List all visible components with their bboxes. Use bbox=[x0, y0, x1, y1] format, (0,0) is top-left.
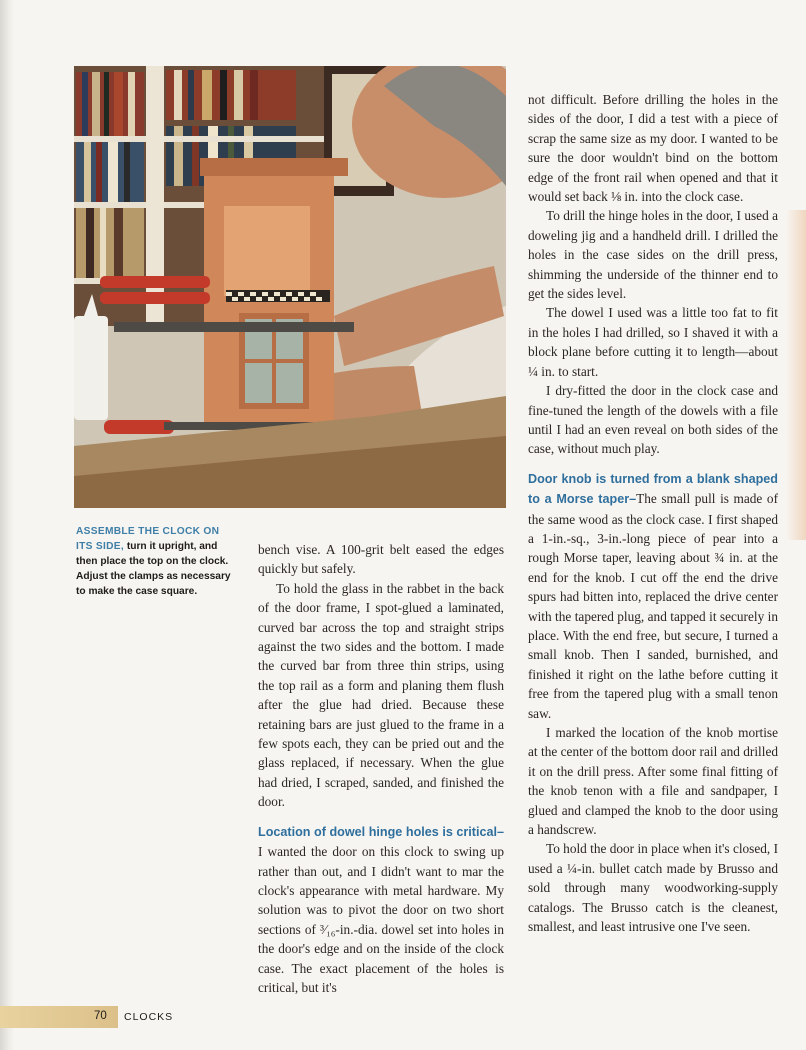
paragraph: To hold the glass in the rabbet in the back of the door frame, I spot-glued a laminated, curved bar across the top and straight strips against the two sides and the bottom. I made the curved bar from three thin strips, using the top rail as a form and planing them flush after the glue had dried. Because these retaining bars are just glued to the frame in a few spots each, they can be pried out and the glass replaced, if necessary. When the glue had dried, I scraped, sanded, and finished the door. bbox=[258, 580, 504, 810]
section-heading: Door knob is turned from a blank shaped to a Morse taper– bbox=[528, 471, 778, 507]
chapter-name: CLOCKS bbox=[124, 1011, 174, 1023]
photo-caption bbox=[76, 524, 236, 599]
section-paragraph bbox=[528, 469, 778, 723]
caption-text: turn it upright, and then place the top on the clock. Adjust the clamps as necessary to make the case square. bbox=[76, 541, 231, 597]
side-color-tab bbox=[786, 210, 806, 540]
text-column-1 bbox=[258, 540, 504, 997]
paragraph: The dowel I used was a little too fat to fit in the holes I had drilled, so I shaved it with a block plane before cutting it to length—about ¼ in. to start. bbox=[528, 305, 778, 379]
page-number: 70 bbox=[94, 1010, 107, 1022]
paragraph-text: The small pull is made of the same wood as the clock case. I first shaped a 1-in.-sq., 3-in.-long piece of pear into a rough Morse taper, leaving about ¾ in. at the end for the knob. I cut off the end the drive spurs had bitten into, replaced the drive center with the tapered plug, and tapped it securely in place. With the end free, but secure, I turned a small knob. Then I sanded, burnished, and finished it right on the lathe before cutting it free from the tapered plug with a small tenon saw. bbox=[528, 491, 779, 721]
paragraph: I dry-fitted the door in the clock case and fine-tuned the length of the dowels with a file until I had an even reveal on both sides of the case, without much play. bbox=[528, 383, 778, 457]
text-column-2 bbox=[528, 90, 778, 936]
section-paragraph bbox=[258, 822, 504, 998]
page-binding-edge bbox=[0, 0, 14, 1050]
paragraph: not difficult. Before drilling the holes in the sides of the door, I did a test with a piece of scrap the same size as my door. I wanted to be sure the door wouldn't bind on the bottom edge of the front rail when opened and that it would set back ⅛ in. into the clock case. bbox=[528, 92, 778, 205]
paragraph: I marked the location of the knob mortise at the center of the bottom door rail and drilled it on the drill press. After some final fitting of the knob tenon with a file and sandpaper, I glued and clamped the knob to the door using a handscrew. bbox=[528, 725, 778, 838]
paragraph: bench vise. A 100-grit belt eased the edges quickly but safely. bbox=[258, 542, 504, 577]
paragraph: To drill the hinge holes in the door, I used a doweling jig and a handheld drill. I drilled the holes in the case sides on the drill press, shimming the underside of the thinner end to get the sides level. bbox=[528, 208, 778, 302]
caption-lead: ASSEMBLE THE CLOCK ON ITS SIDE, bbox=[76, 526, 220, 552]
paragraph: To hold the door in place when it's closed, I used a ¼-in. bullet catch made by Brusso and sold through many woodworking-supply catalogs. The Brusso catch is the cleanest, smallest, and least intrusive one I've seen. bbox=[528, 841, 778, 935]
section-heading: Location of dowel hinge holes is critical– bbox=[258, 824, 504, 839]
workshop-photo bbox=[74, 66, 506, 508]
paragraph-text: I wanted the door on this clock to swing up rather than out, and I didn't want to mar the clock's appearance with metal hardware. My solution was to pivot the door on two short sections of ³⁄₁₆-in.-dia. dowel set into holes in the door's edge and on the inside of the clock case. The exact placement of the holes is critical, but it's bbox=[258, 844, 504, 995]
